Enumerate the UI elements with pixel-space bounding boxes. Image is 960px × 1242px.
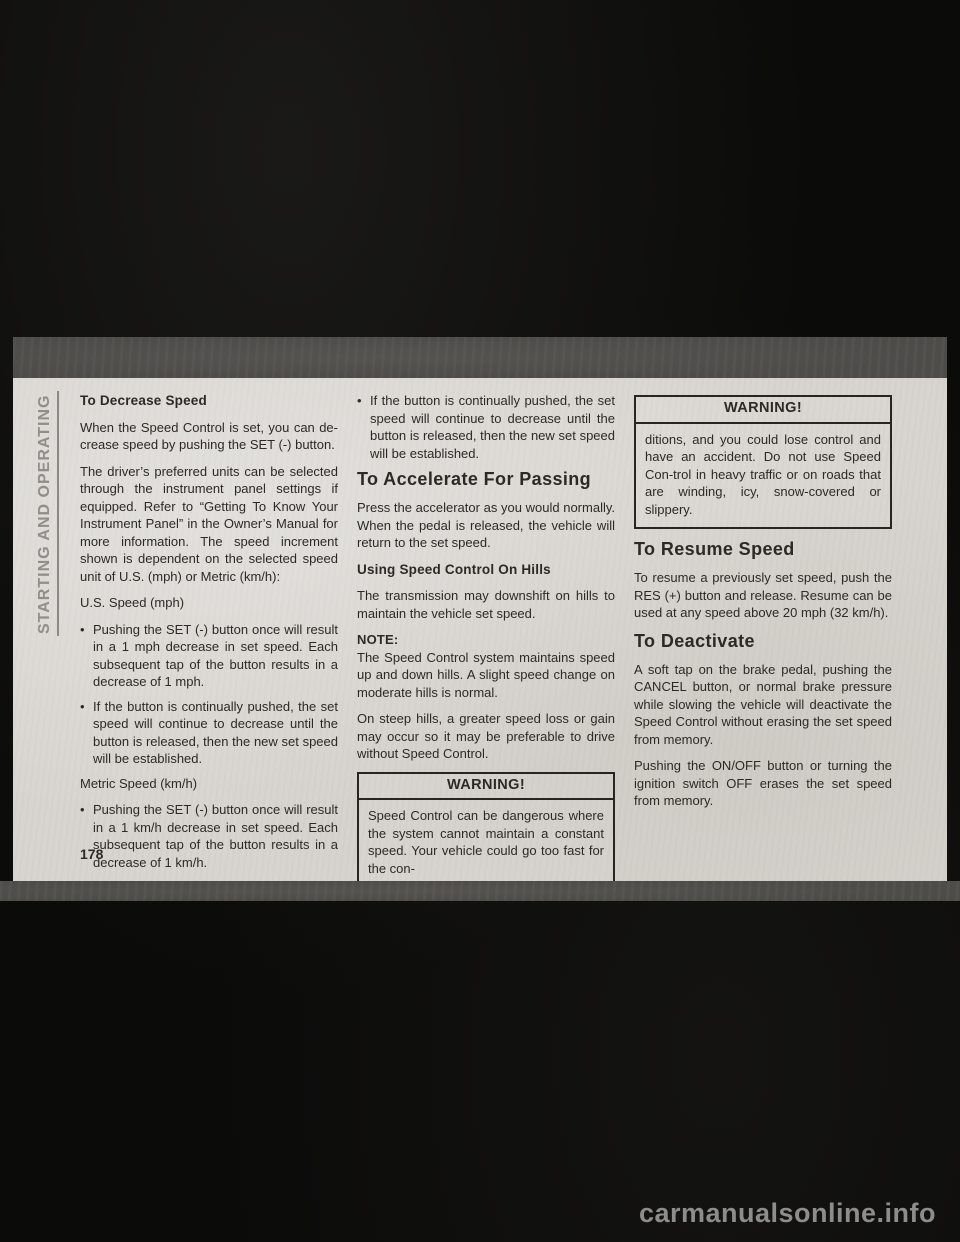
note-label: NOTE: [357, 632, 399, 647]
chapter-sidebar-label: STARTING AND OPERATING [36, 391, 59, 636]
paragraph: Press the accelerator as you would normally. When the pedal is released, the vehicle will return to the set speed. [357, 500, 615, 550]
paragraph: The transmission may downshift on hills to maintain the vehicle set speed. [357, 588, 615, 621]
warning-body: Speed Control can be dangerous where the system cannot maintain a constant speed. Your vehicle could go too fast for the con- [368, 808, 604, 876]
warning-box [357, 772, 615, 889]
bullet-item: • If the button is continually pushed, the set speed will continue to decrease until the button is released, then the new set speed will be established. [357, 392, 615, 462]
warning-title: WARNING! [359, 774, 613, 801]
us-speed-label: U.S. Speed (mph) [80, 595, 185, 610]
watermark-text: carmanualsonline.info [638, 1198, 936, 1228]
heading-to-accelerate-for-passing: To Accelerate For Passing [357, 469, 592, 489]
manual-page [13, 378, 947, 881]
column-3 [634, 392, 892, 898]
column-2 [357, 392, 615, 898]
page-bottom-shadow-band [0, 881, 960, 901]
paragraph: To resume a previously set speed, push the RES (+) button and release. Resume can be used at any speed above 20 mph (32 km/h). [634, 570, 892, 620]
heading-to-deactivate: To Deactivate [634, 630, 755, 651]
page-number: 178 [80, 846, 104, 862]
paragraph: The driver’s preferred units can be selected through the instrument panel settings if equipped. Refer to “Getting To Know Your Instrument Panel” in the Owner’s Manual for more information. The speed increment shown is dependent on the selected speed unit of U.S. (mph) or Metric (km/h): [80, 463, 338, 584]
warning-body: ditions, and you could lose control and have an accident. Do not use Speed Con-trol in heavy traffic or on roads that are winding, icy, snow-covered or slippery. [645, 431, 881, 517]
page-top-shadow-band [13, 337, 947, 378]
paragraph: On steep hills, a greater speed loss or gain may occur so it may be preferable to drive without Speed Control. [357, 711, 615, 761]
text-columns [80, 392, 892, 898]
warning-title: WARNING! [636, 397, 890, 424]
subheading-using-speed-control-on-hills: Using Speed Control On Hills [357, 561, 551, 577]
note-text: The Speed Control system maintains speed up and down hills. A slight speed change on moderate hills is normal. [357, 649, 615, 700]
bullet-item: • Pushing the SET (-) button once will result in a 1 km/h decrease in set speed. Each subsequent tap of the button results in a decrease of 1 km/h. [80, 801, 338, 871]
column-1 [80, 392, 338, 898]
metric-speed-label: Metric Speed (km/h) [80, 775, 198, 791]
paragraph: When the Speed Control is set, you can de-crease speed by pushing the SET (-) button. [80, 419, 338, 452]
bullet-item: • If the button is continually pushed, the set speed will continue to decrease until the button is released, then the new set speed will be established. [80, 698, 338, 768]
paragraph: A soft tap on the brake pedal, pushing the CANCEL button, or normal brake pressure while slowing the vehicle will deactivate the Speed Control without erasing the set speed from memory. [634, 661, 892, 747]
warning-box [634, 395, 892, 529]
paragraph: Pushing the ON/OFF button or turning the ignition switch OFF erases the set speed from memory. [634, 758, 892, 808]
heading-to-decrease-speed: To Decrease Speed [80, 393, 207, 408]
bullet-item: • Pushing the SET (-) button once will result in a 1 mph decrease in set speed. Each subsequent tap of the button results in a decrease of 1 mph. [80, 621, 338, 691]
heading-to-resume-speed: To Resume Speed [634, 539, 795, 559]
